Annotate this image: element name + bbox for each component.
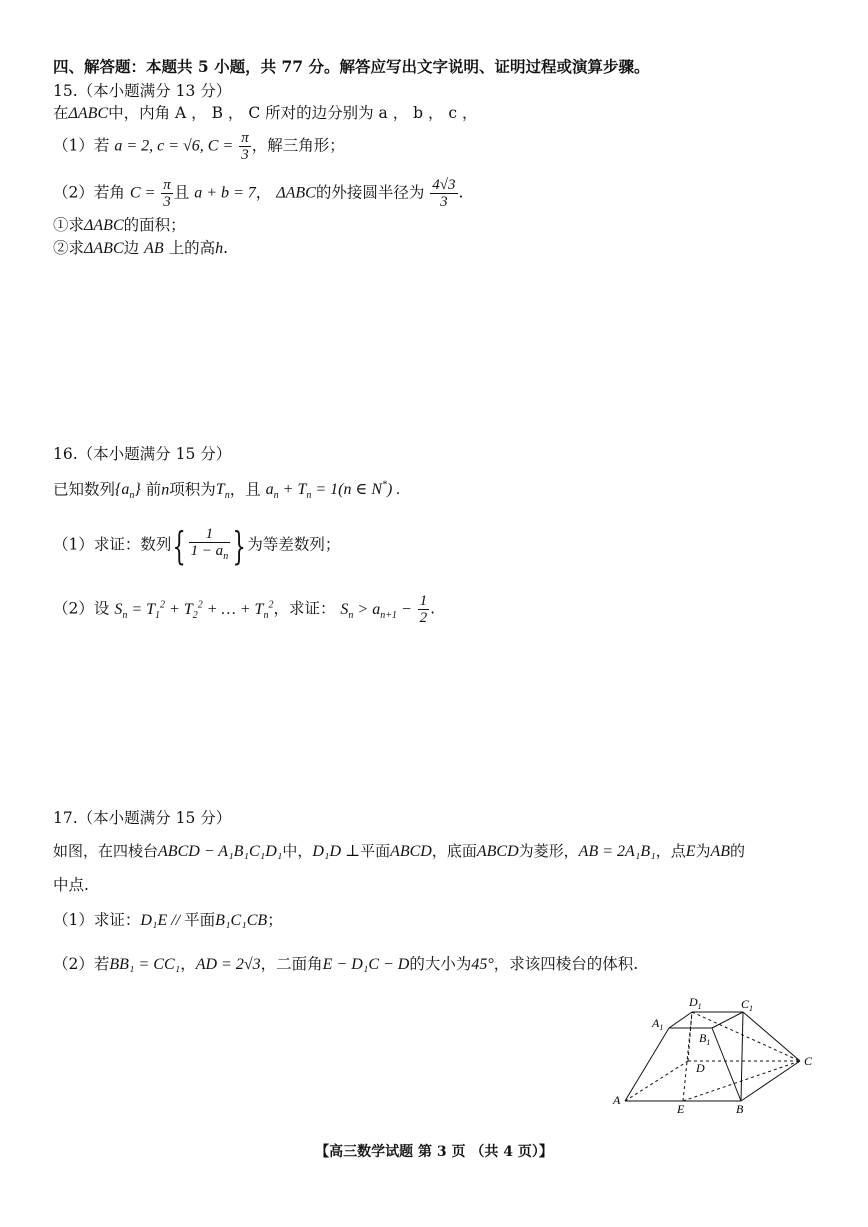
q16-eq-sub2: n bbox=[306, 490, 312, 502]
q15-part2-triangle: ΔABC bbox=[276, 184, 316, 202]
q15-number: 15. bbox=[53, 82, 78, 100]
q16-seq-close: } bbox=[134, 481, 141, 499]
q15-part2-label: （2）若角 bbox=[53, 183, 125, 202]
q16-score: （本小题满分 15 分） bbox=[77, 445, 232, 463]
q15-part1 bbox=[53, 130, 345, 163]
label-C1-sub: 1 bbox=[749, 1004, 754, 1013]
label-A1 bbox=[651, 1016, 663, 1032]
label-D1 bbox=[688, 995, 702, 1011]
q16-stem-b: 前 bbox=[145, 480, 162, 499]
q16-ineq-sub2: n+1 bbox=[380, 609, 397, 621]
q15-part1-frac-num: π bbox=[241, 130, 249, 146]
section-heading: 四、解答题：本题共 5 小题，共 77 分。解答应写出文字说明、证明过程或演算步骤。 bbox=[53, 57, 650, 76]
q16-seq bbox=[115, 481, 141, 502]
q15-part2 bbox=[53, 177, 463, 210]
q17-stem-e: 为菱形， bbox=[518, 842, 579, 860]
q16-ineq-minus: − bbox=[396, 600, 412, 618]
q16-part1-den-sub: n bbox=[223, 551, 229, 562]
page-footer: 【高三数学试题 第 3 页 （共 4 页）】 bbox=[315, 1144, 553, 1160]
edge-AA1 bbox=[625, 1028, 669, 1101]
q15-sub1-label: ①求 bbox=[53, 216, 85, 234]
edge-BB1 bbox=[712, 1028, 741, 1101]
q15-sub1-end: 的面积； bbox=[123, 216, 186, 234]
q15-sub2-h: h bbox=[215, 240, 224, 257]
frustum-figure bbox=[610, 990, 825, 1115]
q16-ineq-gt: > a bbox=[353, 600, 381, 618]
q15-part2-sum: a + b = 7 bbox=[194, 184, 256, 202]
q15-part1-fraction bbox=[239, 130, 251, 163]
q16-eq-a: a bbox=[265, 481, 274, 499]
q16-stem bbox=[53, 475, 400, 508]
edge-D1A1 bbox=[669, 1012, 692, 1028]
q15-sub1 bbox=[53, 214, 186, 237]
segment-D1E bbox=[683, 1012, 692, 1101]
q17-plane: ABCD bbox=[390, 843, 432, 860]
q15-sub2-triangle: ΔABC bbox=[84, 240, 124, 257]
q16-stem-a: 已知数列 bbox=[53, 480, 116, 499]
q17-part2-eq1: BB₁ = CC₁ bbox=[109, 956, 181, 973]
q16-eq-mid: + T bbox=[278, 481, 307, 499]
q16-part1 bbox=[53, 523, 341, 568]
q17-part1-plane-name: B₁C₁CB bbox=[215, 912, 268, 929]
q15-sub2-height-text: 上的高 bbox=[168, 239, 216, 257]
q15-sub2-label: ②求 bbox=[53, 239, 85, 257]
q17-base: ABCD bbox=[476, 843, 519, 860]
q16-part2-half bbox=[418, 593, 430, 626]
q15-stem-pre: 在 bbox=[53, 104, 69, 122]
q17-part2-end: ，求该四棱台的体积. bbox=[493, 955, 639, 973]
q15-triangle: ΔABC bbox=[68, 105, 109, 122]
q17-part1-end: ； bbox=[267, 911, 283, 929]
q17-part2-text: ，二面角 bbox=[260, 955, 323, 973]
q17-ab: AB = 2A₁B₁ bbox=[578, 843, 656, 860]
q16-seq-sub: n bbox=[129, 490, 135, 502]
q15-part2-radius-den: 3 bbox=[440, 194, 448, 210]
q17-part2-label: （2）若 bbox=[53, 955, 110, 973]
q17-stem-line2: 中点. bbox=[53, 876, 89, 894]
q15-score: （本小题满分 13 分） bbox=[77, 82, 232, 100]
q15-part2-comma: ， bbox=[255, 183, 272, 202]
label-A1-sub: 1 bbox=[659, 1023, 664, 1032]
q16-T bbox=[215, 481, 230, 502]
label-B1 bbox=[699, 1031, 710, 1047]
q17-part1-label: （1）求证： bbox=[53, 911, 141, 929]
label-D: D bbox=[696, 1061, 705, 1075]
q15-part2-and: 且 bbox=[173, 183, 190, 202]
q16-eq-sub1: n bbox=[273, 490, 279, 502]
q17-AB2: AB bbox=[710, 843, 731, 860]
q15-part2-radius-num: 4√3 bbox=[432, 177, 456, 193]
q16-T2-sup: 2 bbox=[197, 599, 203, 611]
q16-sum-eq: = T bbox=[127, 600, 156, 618]
edge-DD1 bbox=[688, 1012, 692, 1061]
q17-perp: D₁D ⊥ bbox=[312, 843, 361, 860]
q17-part2-angle: E − D₁C − D bbox=[322, 956, 410, 973]
q17-stem bbox=[53, 840, 745, 863]
segment-D1C bbox=[692, 1012, 800, 1061]
q17-part2-text2: 的大小为 bbox=[409, 955, 472, 973]
left-brace-icon: { bbox=[172, 523, 187, 568]
edge-BC bbox=[741, 1061, 800, 1101]
q17-part1-expr: D₁E // bbox=[140, 912, 185, 929]
q17-part1 bbox=[53, 909, 283, 932]
q16-half-den: 2 bbox=[419, 610, 428, 626]
q17-part2 bbox=[53, 953, 638, 976]
q17-part2-deg: 45° bbox=[471, 956, 494, 973]
q16-half-num: 1 bbox=[419, 593, 428, 609]
label-D1-letter: D bbox=[689, 995, 698, 1009]
q16-T1-sub: 1 bbox=[155, 609, 161, 621]
q17-part2-eq2: AD = 2√3 bbox=[195, 956, 261, 973]
q15-sub2-dot: . bbox=[223, 239, 229, 257]
q16-part2-prove: ，求证： bbox=[273, 599, 336, 618]
q15-part2-frac-den: 3 bbox=[163, 194, 171, 210]
label-A: A bbox=[613, 1093, 621, 1107]
q16-stem-d: ，且 bbox=[229, 480, 261, 499]
q17-stem-a: 如图，在四棱台 bbox=[53, 842, 159, 860]
q16-ineq-S: S bbox=[340, 600, 349, 618]
q15-part2-C: C = bbox=[129, 184, 156, 202]
q16-header bbox=[53, 443, 231, 465]
q16-ineq-sub: n bbox=[348, 609, 354, 621]
edge-CC1 bbox=[743, 1012, 800, 1061]
q15-part2-radius bbox=[430, 177, 457, 210]
q16-S: S bbox=[114, 600, 123, 618]
q17-stem-d: ，底面 bbox=[431, 842, 477, 860]
q15-part1-condition: a = 2, c = √6, C = bbox=[114, 137, 234, 155]
q15-sub2-ab: AB bbox=[144, 240, 164, 257]
q16-S-sub: n bbox=[122, 609, 128, 621]
q16-T-sub: n bbox=[224, 490, 230, 502]
q16-part2-sum bbox=[114, 599, 274, 621]
q16-part1-den-text: 1 − a bbox=[190, 543, 224, 559]
label-C1 bbox=[741, 997, 753, 1013]
label-C: C bbox=[804, 1054, 813, 1068]
label-D1-sub: 1 bbox=[697, 1002, 702, 1011]
q15-stem bbox=[53, 102, 478, 125]
q16-eq-sup: * bbox=[382, 480, 387, 491]
q17-score: （本小题满分 15 分） bbox=[77, 809, 232, 827]
q16-seq-open: {a bbox=[115, 481, 130, 499]
q15-sub2-side: 边 bbox=[123, 239, 140, 257]
edge-AD bbox=[625, 1061, 688, 1101]
q16-part1-label: （1）求证：数列 bbox=[53, 535, 172, 554]
q16-Tn-sup: 2 bbox=[268, 599, 274, 611]
label-B1-letter: B bbox=[699, 1031, 707, 1045]
q15-sub2 bbox=[53, 237, 228, 260]
q15-stem-post: 中，内角 A ， B ， C 所对的边分别为 a ， b ， c ， bbox=[108, 104, 478, 122]
q17-part1-plane: 平面 bbox=[184, 911, 216, 929]
q16-stem-c: 项积为 bbox=[169, 480, 216, 499]
q16-part1-end: 为等差数列； bbox=[247, 535, 341, 554]
edge-BC1 bbox=[741, 1012, 743, 1101]
q17-stem-c: 平面 bbox=[360, 842, 391, 860]
q16-Tn-sub: n bbox=[263, 609, 269, 621]
label-A1-letter: A bbox=[652, 1016, 660, 1030]
q16-T1-sup: 2 bbox=[160, 599, 166, 611]
q16-equation bbox=[265, 480, 401, 502]
q16-sum-dots: + … + T bbox=[202, 600, 264, 618]
edge-B1C1 bbox=[712, 1012, 743, 1028]
q16-part1-frac-num: 1 bbox=[189, 526, 231, 543]
q16-part2-end: . bbox=[430, 599, 436, 618]
right-brace-icon: } bbox=[232, 523, 246, 568]
q16-part2-ineq bbox=[340, 600, 412, 621]
q17-stem-g: 为 bbox=[695, 842, 711, 860]
label-E: E bbox=[677, 1102, 685, 1115]
q16-n: n bbox=[161, 481, 170, 499]
q17-header bbox=[53, 807, 231, 829]
q17-E: E bbox=[685, 843, 696, 860]
label-C1-letter: C bbox=[741, 997, 750, 1011]
q17-frustum: ABCD − A₁B₁C₁D₁ bbox=[158, 843, 283, 860]
q16-T-letter: T bbox=[215, 481, 225, 499]
q16-eq-close: ) . bbox=[387, 481, 401, 499]
q15-part1-label: （1）若 bbox=[53, 136, 110, 155]
q16-part2 bbox=[53, 593, 435, 627]
q16-eq-end: = 1(n ∈ N bbox=[311, 481, 382, 499]
label-B1-sub: 1 bbox=[706, 1038, 711, 1047]
q17-number: 17. bbox=[53, 809, 78, 827]
q17-stem-b: 中， bbox=[282, 842, 313, 860]
q17-stem-f: ，点 bbox=[655, 842, 686, 860]
q15-part2-fraction bbox=[161, 177, 173, 210]
q15-header bbox=[53, 80, 231, 102]
q16-part2-label: （2）设 bbox=[53, 599, 110, 618]
q16-part1-frac-den bbox=[189, 543, 231, 565]
q16-number: 16. bbox=[53, 445, 78, 463]
q15-part1-task: ，解三角形； bbox=[251, 136, 345, 155]
q16-T2-sub: 2 bbox=[192, 609, 198, 621]
q17-stem-h: 的 bbox=[730, 842, 746, 860]
q15-part2-frac-num: π bbox=[163, 177, 171, 193]
q15-part2-text: 的外接圆半径为 bbox=[315, 183, 425, 202]
q17-part2-comma: ， bbox=[180, 955, 196, 973]
q15-sub1-triangle: ΔABC bbox=[84, 217, 124, 234]
q15-part2-end: . bbox=[458, 183, 464, 202]
q16-sum-plus: + T bbox=[165, 600, 193, 618]
q16-part1-fraction bbox=[189, 526, 231, 565]
label-B: B bbox=[736, 1102, 744, 1115]
q15-part1-frac-den: 3 bbox=[241, 147, 249, 163]
